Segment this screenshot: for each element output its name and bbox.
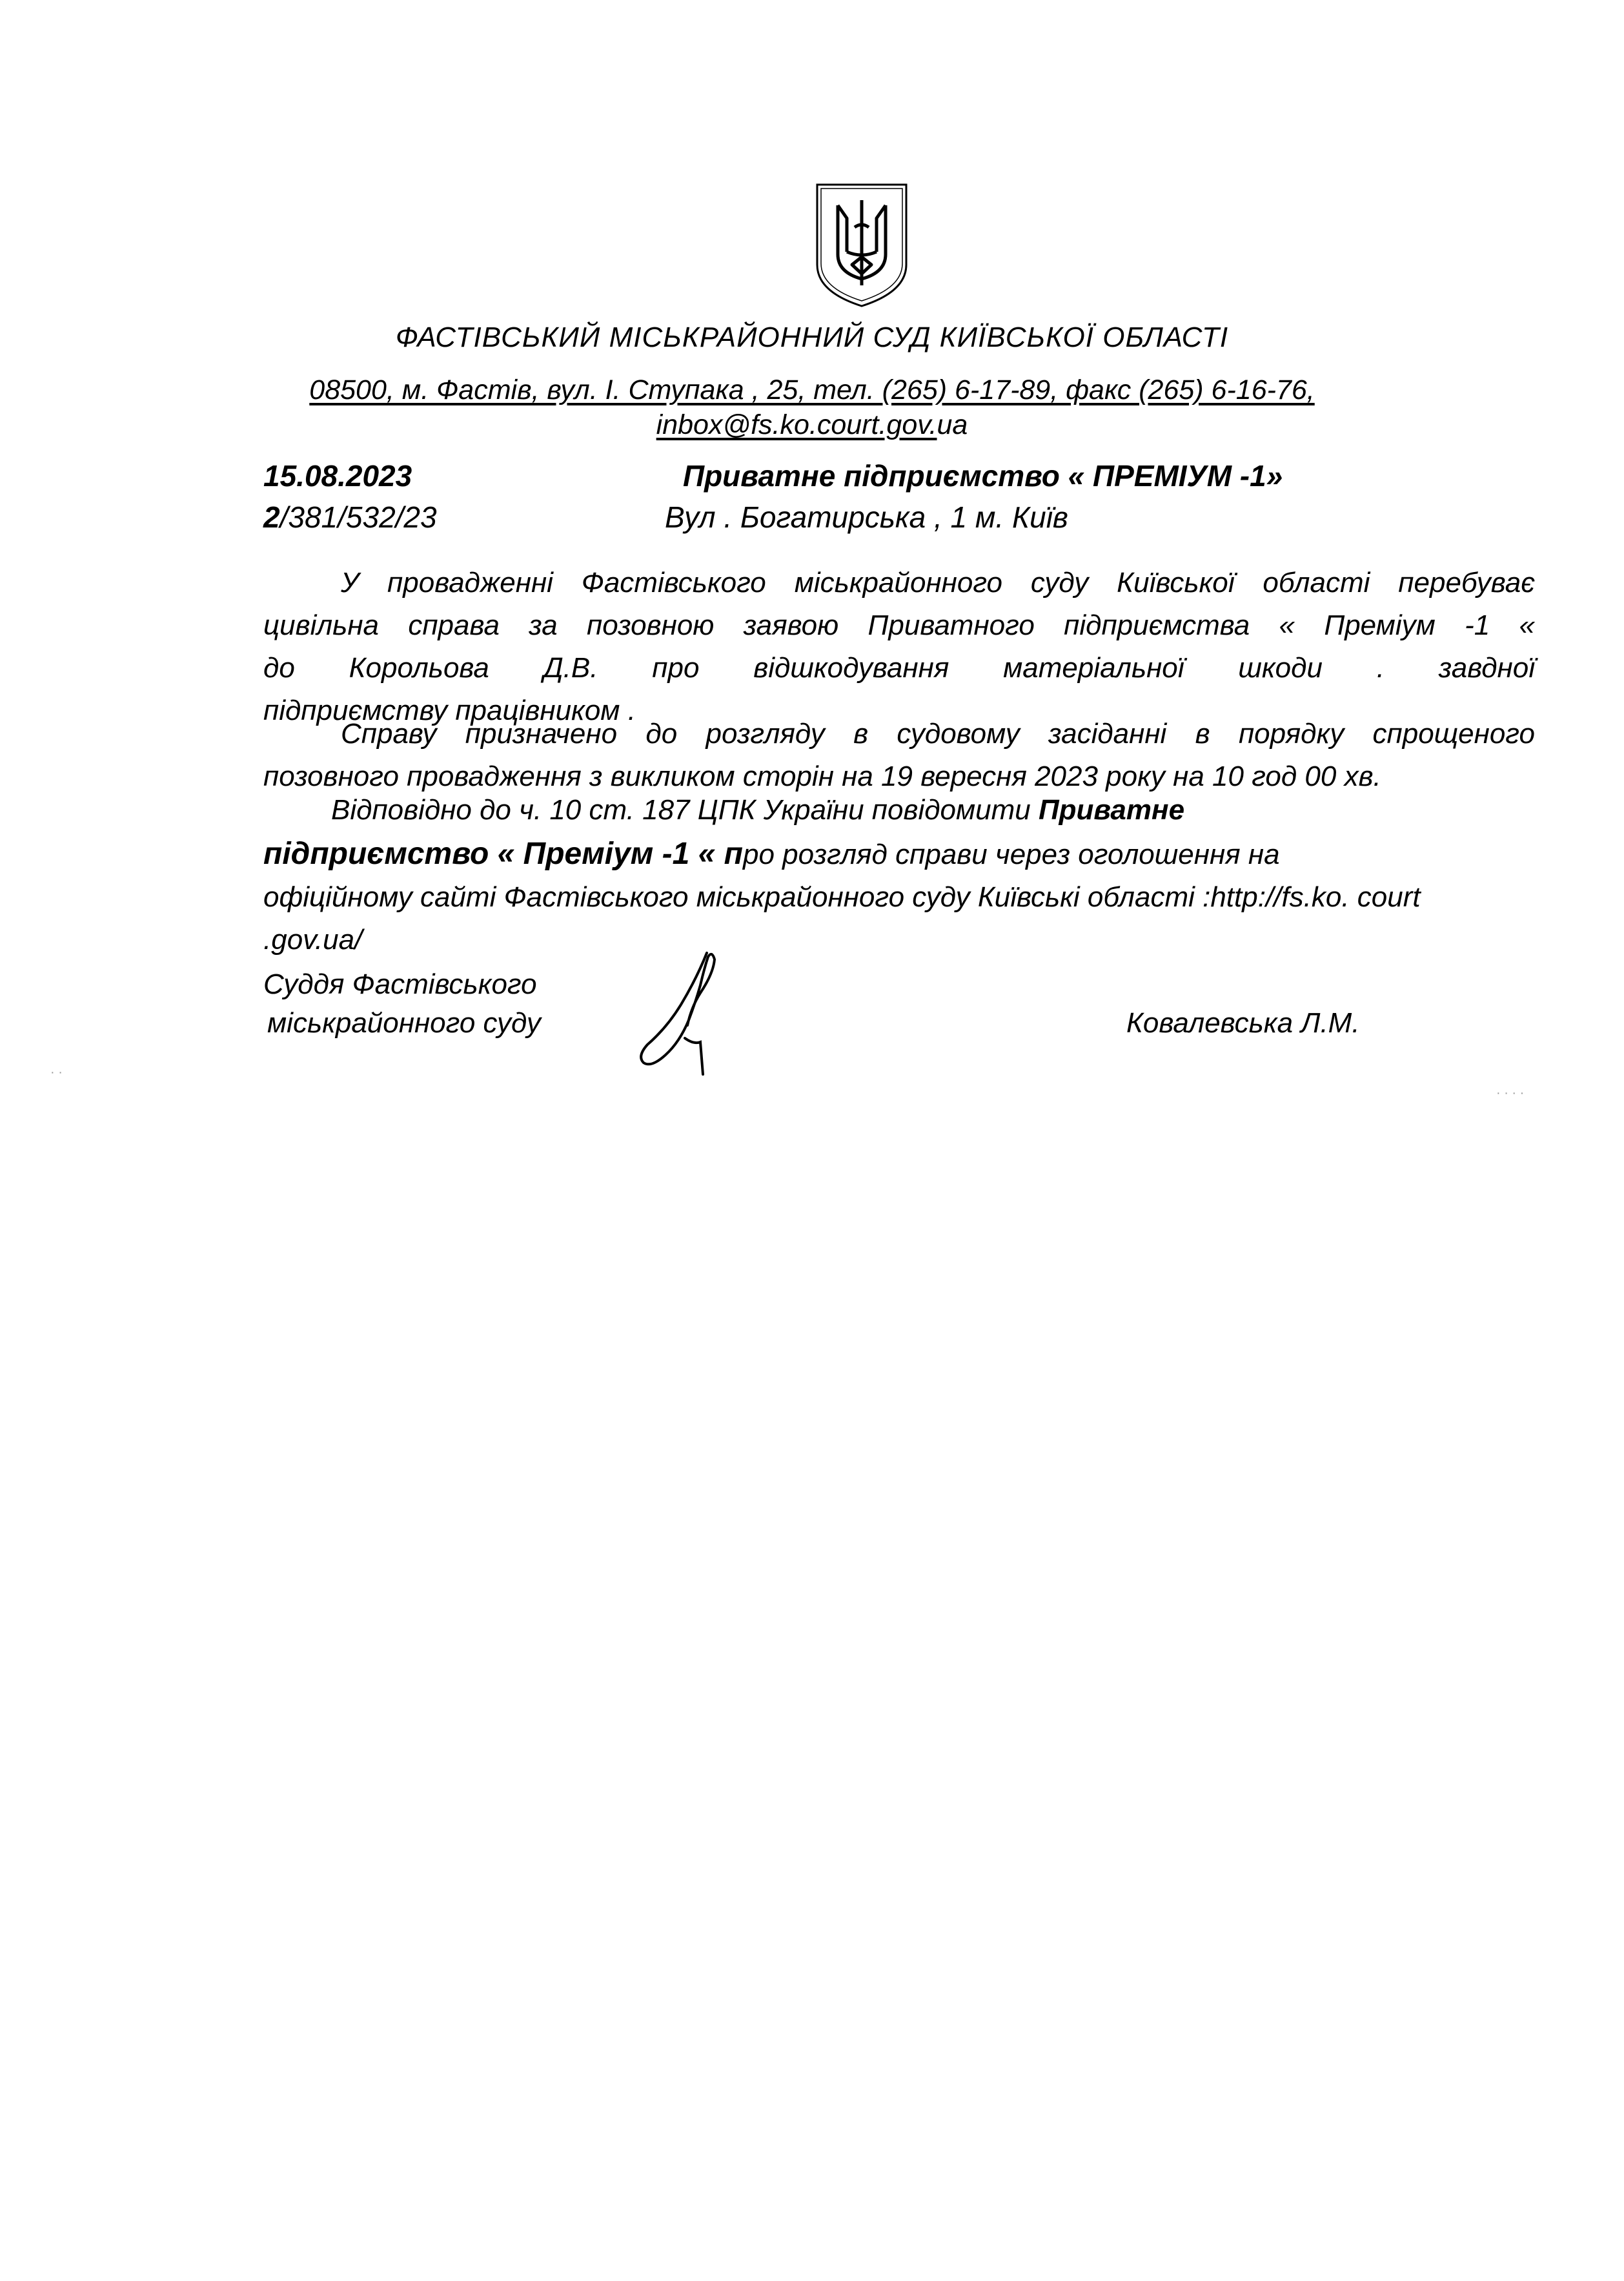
reference-number xyxy=(263,500,437,535)
paragraph-line: .gov.ua/ xyxy=(263,924,363,956)
scan-artifact: · · · · xyxy=(1496,1086,1525,1100)
scan-artifact: · · xyxy=(50,1065,63,1079)
notice-text: Відповідно до ч. 10 ст. 187 ЦПК України повідомити xyxy=(331,794,1039,826)
reference-number-rest: /381/532/23 xyxy=(279,500,437,534)
paragraph-line: підприємству працівником . xyxy=(263,695,636,726)
paragraph-hearing xyxy=(263,713,1535,798)
court-name: ФАСТІВСЬКИЙ МІСЬКРАЙОННИЙ СУД КИЇВСЬКОЇ ОБЛАСТІ xyxy=(395,322,1229,353)
paragraph-line: Справу призначено до розгляду в судовому засіданні в порядку спрощеного xyxy=(341,718,1535,750)
signatory-title-line2: міськрайонного суду xyxy=(267,1007,541,1039)
handwritten-signature-icon xyxy=(629,948,726,1077)
reference-number-prefix: 2 xyxy=(263,500,280,534)
paragraph-line: позовного провадження з викликом сторін на 19 вересня 2023 року на 10 год 00 хв. xyxy=(263,761,1381,792)
notice-recipient: підприємство « Преміум -1 « п xyxy=(263,837,743,871)
court-email-tail: ua xyxy=(937,409,968,440)
paragraph-line: цивільна справа за позовною заявою Приватного підприємства « Преміум -1 « xyxy=(263,609,1535,641)
paragraph-line xyxy=(263,789,1535,832)
letter-date: 15.08.2023 xyxy=(263,459,412,493)
notice-recipient: Приватне xyxy=(1039,794,1185,826)
paragraph-case-info xyxy=(263,562,1535,732)
paragraph-line xyxy=(263,833,1535,876)
court-address-line: 08500, м. Фастів, вул. І. Ступака , 25, тел. (265) 6-17-89, факс (265) 6-16-76, xyxy=(309,374,1315,405)
court-address xyxy=(0,374,1624,406)
paragraph-line: офіційному сайті Фастівського міськрайонного суду Київські області :http://fs.ko. court xyxy=(263,881,1421,913)
recipient-name: Приватне підприємство « ПРЕМІУМ -1» xyxy=(683,459,1283,493)
paragraph-notice xyxy=(263,789,1535,961)
notice-text: ро розгляд справи через оголошення на xyxy=(742,839,1280,870)
court-email-link[interactable]: inbox@fs.ko.court.gov. xyxy=(656,409,937,440)
trident-coat-of-arms-icon xyxy=(815,182,909,309)
paragraph-line: У провадженні Фастівського міськрайонного суду Київської області перебуває xyxy=(341,567,1535,598)
court-email xyxy=(0,409,1624,441)
signatory-title-line1: Суддя Фастівського xyxy=(263,968,537,1000)
paragraph-line: до Корольова Д.В. про відшкодування матеріальної шкоди . завдної xyxy=(263,652,1535,684)
judge-name: Ковалевська Л.М. xyxy=(1126,1007,1360,1039)
recipient-address: Вул . Богатирська , 1 м. Київ xyxy=(665,500,1068,534)
